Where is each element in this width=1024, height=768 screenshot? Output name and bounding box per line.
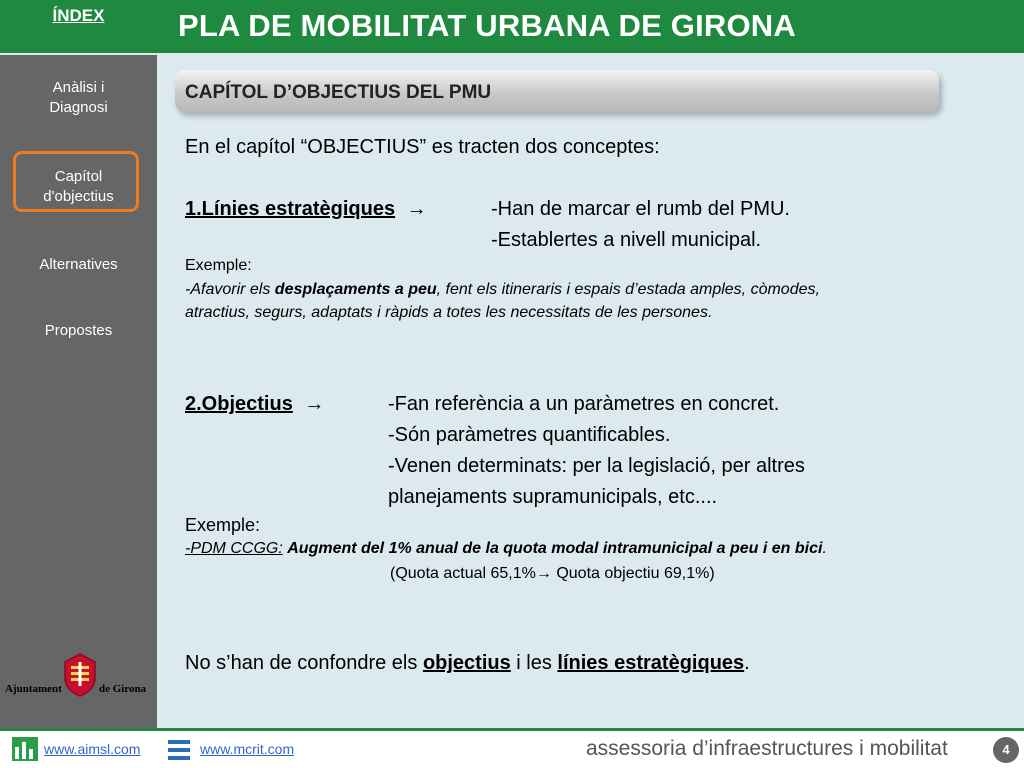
conclusion-word2: línies estratègiques bbox=[557, 652, 745, 674]
concept1-example bbox=[185, 281, 820, 299]
concept1-row bbox=[185, 198, 427, 221]
sidebar-item-propostes[interactable]: Propostes bbox=[44, 322, 113, 339]
sidebar-item-label: Capítol bbox=[54, 168, 103, 185]
concept2-example bbox=[185, 540, 827, 558]
page-title: PLA DE MOBILITAT URBANA DE GIRONA bbox=[178, 8, 796, 43]
conclusion-prefix: No s’han de confondre els bbox=[185, 652, 423, 674]
concept2-heading: 2.Objectius bbox=[185, 393, 293, 415]
concept2-example-label: Exemple: bbox=[185, 515, 261, 535]
example-bold: desplaçaments a peu bbox=[274, 281, 437, 298]
footer-tagline: assessoria d’infraestructures i mobilitat bbox=[586, 737, 948, 760]
sidebar-item-alternatives[interactable]: Alternatives bbox=[39, 256, 118, 273]
mcrit-logo-icon bbox=[168, 738, 194, 762]
girona-crest-icon bbox=[61, 652, 99, 698]
conclusion-word1: objectius bbox=[422, 652, 511, 674]
example-end: . bbox=[822, 540, 827, 557]
example-rest: , fent els itineraris i espais d’estada amples, còmodes, bbox=[436, 281, 820, 298]
concept1-line1: -Han de marcar el rumb del PMU. bbox=[491, 198, 790, 220]
concept2-line1: -Fan referència a un paràmetres en concret. bbox=[388, 393, 780, 415]
quota-current: (Quota actual 65,1% bbox=[390, 565, 536, 582]
quota-line bbox=[390, 565, 715, 583]
mcrit-link[interactable]: www.mcrit.com bbox=[200, 741, 295, 757]
concept2-line4: planejaments supramunicipals, etc.... bbox=[388, 486, 718, 508]
concept1-line2: -Establertes a nivell municipal. bbox=[491, 229, 762, 251]
sidebar-index-link[interactable]: ÍNDEX bbox=[52, 6, 105, 25]
concept1-heading: 1.Línies estratègiques bbox=[185, 198, 396, 220]
logo-text-right: de Girona bbox=[99, 683, 147, 695]
concept1-example-line2: atractius, segurs, adaptats i ràpids a totes les necessitats de les persones. bbox=[185, 304, 713, 321]
conclusion bbox=[185, 652, 750, 675]
page-number-badge: 4 bbox=[993, 737, 1019, 763]
concept2-line3: -Venen determinats: per la legislació, per altres bbox=[388, 455, 805, 477]
example-prefix: -Afavorir els bbox=[185, 281, 275, 298]
arrow-right-icon: → bbox=[304, 393, 325, 415]
intro-text: En el capítol “OBJECTIUS” es tracten dos conceptes: bbox=[185, 136, 660, 158]
logo-text-left: Ajuntament bbox=[5, 683, 62, 695]
section-title: CAPÍTOL D’OBJECTIUS DEL PMU bbox=[185, 82, 492, 103]
aimsl-logo-icon bbox=[12, 737, 38, 761]
sidebar-item-label: d'objectius bbox=[43, 188, 114, 205]
example-bold: Augment del 1% anual de la quota modal intramunicipal a peu i en bici bbox=[287, 540, 823, 557]
concept2-row bbox=[185, 393, 324, 416]
sidebar-item-label: Anàlisi i bbox=[52, 79, 105, 96]
arrow-right-icon: → bbox=[406, 198, 427, 220]
conclusion-end: . bbox=[744, 652, 750, 674]
concept2-line2: -Són paràmetres quantificables. bbox=[388, 424, 671, 446]
arrow-right-icon: → bbox=[535, 565, 552, 582]
sidebar-item-capitol[interactable] bbox=[0, 167, 157, 207]
aimsl-link[interactable]: www.aimsl.com bbox=[44, 741, 141, 757]
sidebar-item-analisi[interactable] bbox=[0, 78, 157, 118]
example-prefix: -PDM CCGG: bbox=[185, 540, 283, 557]
concept1-example-label: Exemple: bbox=[185, 257, 252, 274]
footer-divider bbox=[0, 728, 1024, 731]
conclusion-middle: i les bbox=[510, 652, 558, 674]
quota-target: Quota objectiu 69,1%) bbox=[551, 565, 715, 582]
sidebar-item-label: Diagnosi bbox=[49, 99, 108, 116]
